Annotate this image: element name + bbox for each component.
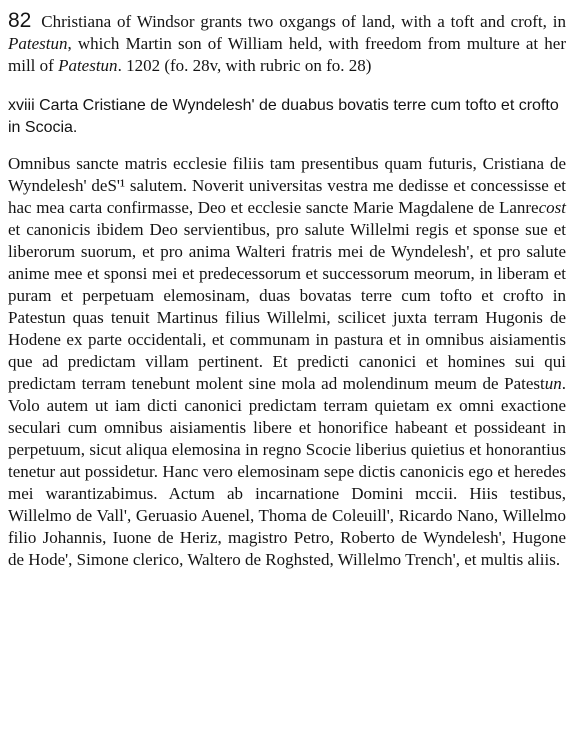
- place-name-2: Patestun: [58, 56, 118, 75]
- document-page: [8, 10, 566, 571]
- place-name-1: Patestun: [8, 34, 68, 53]
- charter-text-part-3: . Volo autem ut iam dicti canonici predictam terram quietam ex omni exactione seculari cum omnibus aisiamentis libere et honorifice habeant et possideant in perpetuum, sicut aliqua elemosina in regno Scocie liberius quietius et honorantius tenetur aut possidetur. Hanc vero elemosinam sepe dictis canonicis ego et heredes mei warantizabimus. Actum ab incarnatione Domini mccii. Hiis testibus, Willelmo de Vall', Geruasio Auenel, Thoma de Coleuill', Ricardo Nano, Willelmo filio Johannis, Iuone de Heriz, magistro Petro, Roberto de Wyndelesh', Hugone de Hode', Simone clerico, Waltero de Roghsted, Willelmo Trench', et multis aliis.: [8, 374, 566, 569]
- charter-text-part-2: et canonicis ibidem Deo servientibus, pro salute Willelmi regis et sponse sue et liberorum suorum, et pro anima Walteri fratris mei de Wyndelesh', et pro salute anime mee et sponsi mei et predecessorum et successorum meorum, in liberam et puram et perpetuam elemosinam, duas bovatas terre cum tofto et crofto in Patestun quas tenuit Martinus filius Willelmi, scilicet juxta terram Hugonis de Hodene ex parte occidentali, et communam in pastura et in omnibus aisiamentis que ad predictam villam pertinent. Et predicti canonici et homines sui qui predictam terram tenebunt molent sine mola ad molendinum meum de Patest: [8, 220, 566, 393]
- charter-italic-2: un: [544, 374, 562, 393]
- charter-text: [8, 153, 566, 571]
- summary-text-1: Christiana of Windsor grants two oxgangs of land, with a toft and croft, in: [41, 12, 567, 31]
- entry-number: 82: [8, 9, 32, 32]
- charter-text-part-1: Omnibus sancte matris ecclesie filiis tam presentibus quam futuris, Cristiana de Wyndelesh' deS'¹ salutem. Noverit universitas vestra me dedisse et concessisse et hac mea carta confirmasse, Deo et ecclesie sancte Marie Magdalene de Lanre: [8, 154, 566, 217]
- summary-text-2: , which Martin son of William held, with freedom from multure at her mill of: [8, 34, 566, 75]
- charter-italic-1: cost: [538, 198, 566, 217]
- entry-summary: [8, 10, 566, 77]
- rubric-heading: xviii Carta Cristiane de Wyndelesh' de duabus bovatis terre cum tofto et crofto in Scocia.: [8, 97, 559, 136]
- summary-text-3: . 1202 (fo. 28v, with rubric on fo. 28): [117, 56, 372, 75]
